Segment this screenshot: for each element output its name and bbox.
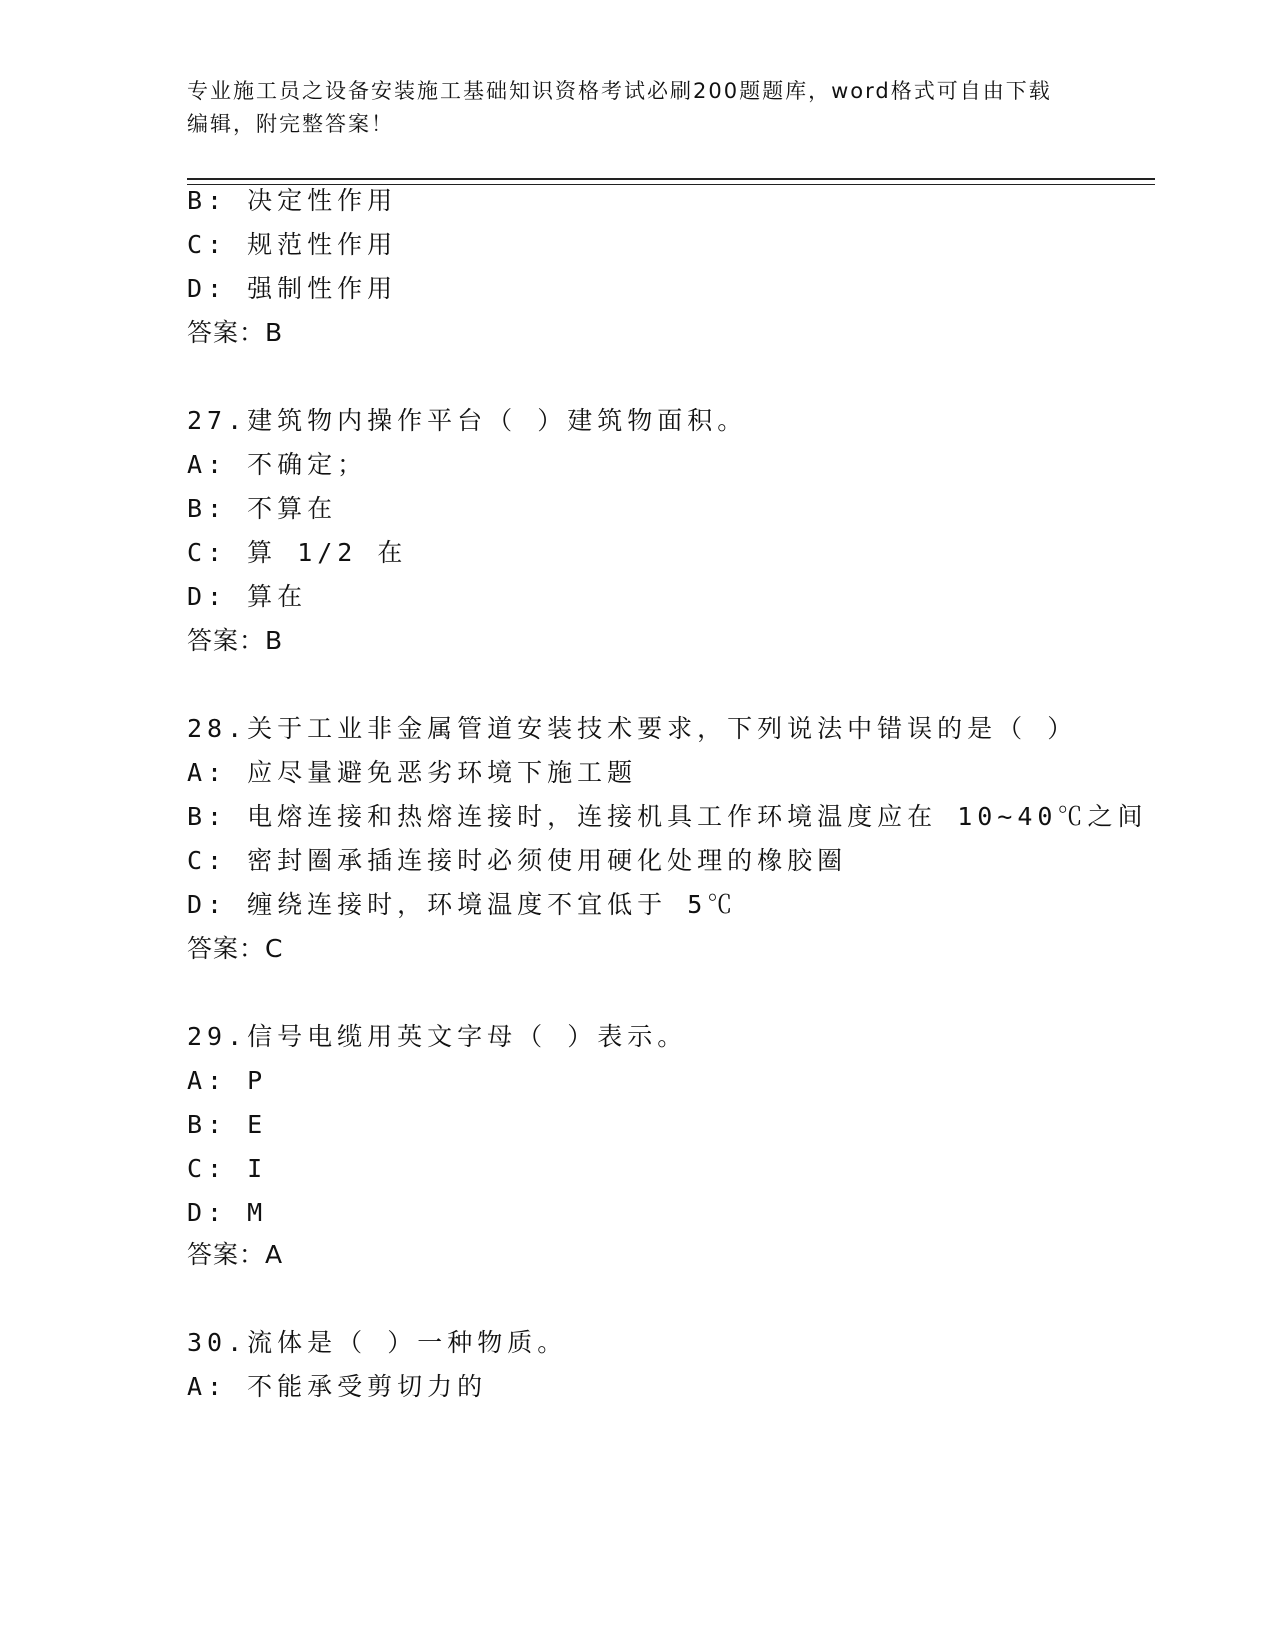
answer-line: 答案：B [187, 626, 284, 655]
answer-line: 答案：C [187, 934, 284, 963]
option-line: A: 不能承受剪切力的 [187, 1372, 488, 1401]
question-line: 27.建筑物内操作平台（ ）建筑物面积。 [187, 406, 748, 435]
option-line: D: 缠绕连接时，环境温度不宜低于 5℃ [187, 890, 738, 919]
option-line: C: 规范性作用 [187, 230, 398, 259]
option-line: C: 算 1/2 在 [187, 538, 408, 567]
option-line: B: 不算在 [187, 494, 338, 523]
option-line: D: 强制性作用 [187, 274, 398, 303]
document-header: 专业施工员之设备安装施工基础知识资格考试必刷200题题库，word格式可自由下载编辑，附完整答案！ [187, 79, 1052, 136]
option-line: C: I [187, 1154, 268, 1183]
answer-line: 答案：A [187, 1240, 284, 1269]
question-line: 29.信号电缆用英文字母（ ）表示。 [187, 1022, 688, 1051]
question-line: 28.关于工业非金属管道安装技术要求，下列说法中错误的是（ ） [187, 714, 1078, 743]
header-rule-thin [187, 184, 1155, 185]
option-line: B: E [187, 1110, 268, 1139]
option-line: B: 决定性作用 [187, 186, 398, 215]
option-line: A: 应尽量避免恶劣环境下施工题 [187, 758, 638, 787]
option-line: A: 不确定； [187, 450, 368, 479]
option-line: A: P [187, 1066, 268, 1095]
answer-line: 答案：B [187, 318, 284, 347]
option-line: B: 电熔连接和热熔连接时，连接机具工作环境温度应在 10~40℃之间 [187, 802, 1148, 831]
question-line: 30.流体是（ ）一种物质。 [187, 1328, 568, 1357]
option-line: D: 算在 [187, 582, 308, 611]
header-rule-thick [187, 178, 1155, 180]
option-line: C: 密封圈承插连接时必须使用硬化处理的橡胶圈 [187, 846, 848, 875]
option-line: D: M [187, 1198, 268, 1227]
